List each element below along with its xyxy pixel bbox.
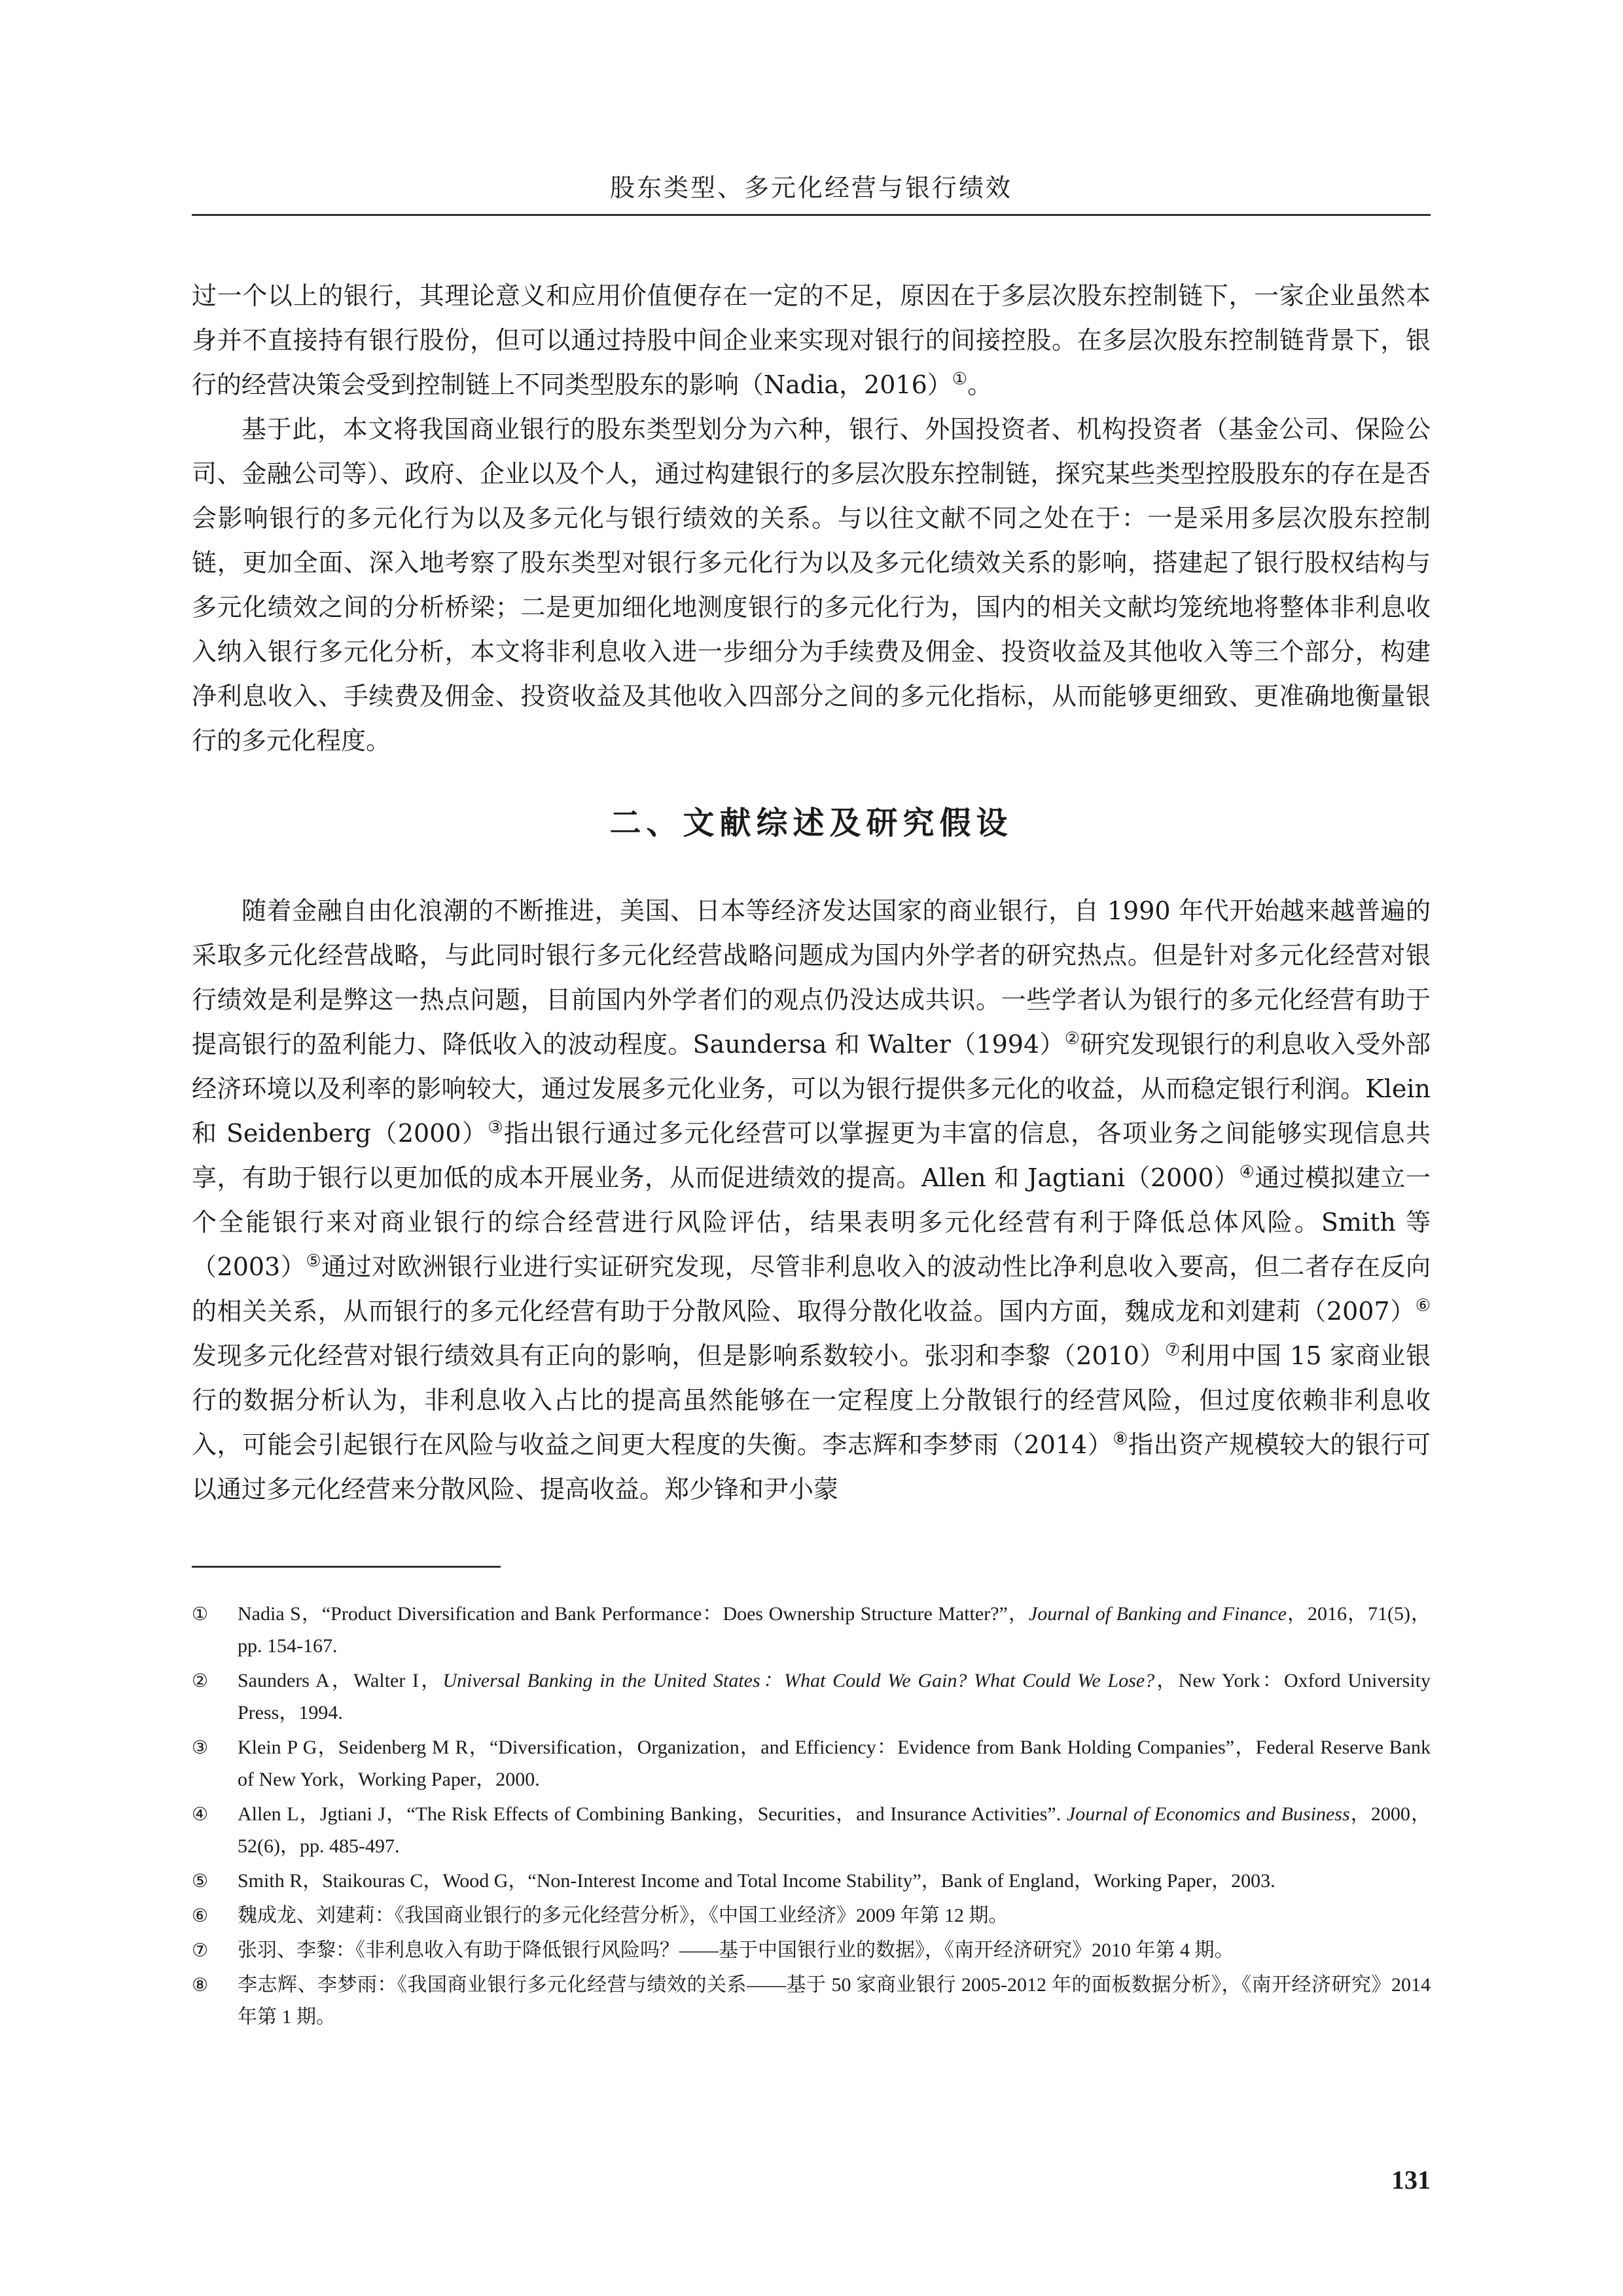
footnote-text-a: Saunders A，Walter I， — [238, 1670, 443, 1691]
footnote-ref-7[interactable]: ⑦ — [1165, 1340, 1181, 1360]
footnote-1 — [192, 1598, 1431, 1662]
paragraph-3-text-d: 通过模拟建立一个全能银行来对商业银行的综合经营进行风险评估，结果表明多元化经营有利于降低总体风险。Smith 等（2003） — [192, 1163, 1431, 1281]
paragraph-3-text-g: 利用中国 15 家商业银行的数据分析认为，非利息收入占比的提高虽然能够在一定程度上分散银行的经营风险，但过度依赖非利息收入，可能会引起银行在风险与收益之间更大程度的失衡。李志辉和李梦雨（2014） — [192, 1341, 1431, 1459]
section-heading: 二、文献综述及研究假设 — [609, 805, 1013, 841]
running-header: 股东类型、多元化经营与银行绩效 — [609, 173, 1012, 202]
page-number: 131 — [1391, 2165, 1431, 2195]
paragraph-1-text: 过一个以上的银行，其理论意义和应用价值便存在一定的不足，原因在于多层次股东控制链下，一家企业虽然本身并不直接持有银行股份，但可以通过持股中间企业来实现对银行的间接控股。在多层次股东控制链背景下，银行的经营决策会受到控制链上不同类型股东的影响（Nadia，2016） — [192, 281, 1431, 399]
paragraph-3-text-b: 研究发现银行的利息收入受外部经济环境以及利率的影响较大，通过发展多元化业务，可以为银行提供多元化的收益，从而稳定银行利润。Klein 和 Seidenberg（2000） — [192, 1030, 1431, 1148]
footnote-ref-1[interactable]: ① — [952, 369, 968, 389]
footnote-text-b: ，New York：Oxford University Press，1994. — [238, 1670, 1431, 1723]
paragraph-2: 基于此，本文将我国商业银行的股东类型划分为六种，银行、外国投资者、机构投资者（基金公司、保险公司、金融公司等）、政府、企业以及个人，通过构建银行的多层次股东控制链，探究某些类型控股股东的存在是否会影响银行的多元化行为以及多元化与银行绩效的关系。与以往文献不同之处在于：一是采用多层次股东控制链，更加全面、深入地考察了股东类型对银行多元化行为以及多元化绩效关系的影响，搭建起了银行股权结构与多元化绩效之间的分析桥梁；二是更加细化地测度银行的多元化行为，国内的相关文献均笼统地将整体非利息收入纳入银行多元化分析，本文将非利息收入进一步细分为手续费及佣金、投资收益及其他收入等三个部分，构建净利息收入、手续费及佣金、投资收益及其他收入四部分之间的多元化指标，从而能够更细致、更准确地衡量银行的多元化程度。 — [192, 415, 1431, 755]
footnote-text-a: Allen L，Jgtiani J，“The Risk Effects of Combining Banking，Securities，and Insurance Activities”. — [238, 1803, 1067, 1825]
footnote-6 — [192, 1899, 1431, 1932]
footnote-ref-5[interactable]: ⑤ — [306, 1251, 322, 1271]
footnote-4 — [192, 1798, 1431, 1862]
footnote-ref-2[interactable]: ② — [1064, 1029, 1080, 1049]
footnote-ref-6[interactable]: ⑥ — [1415, 1296, 1431, 1316]
footnote-book-title: Universal Banking in the United States：What Could We Gain? What Could We Lose? — [442, 1670, 1155, 1691]
footnote-journal: Journal of Banking and Finance — [1028, 1603, 1287, 1625]
footnote-text: 张羽、李黎：《非利息收入有助于降低银行风险吗？——基于中国银行业的数据》，《南开经济研究》2010 年第 4 期。 — [238, 1939, 1234, 1961]
footnote-mark: ④ — [192, 1803, 209, 1825]
paragraph-1 — [192, 274, 1431, 407]
footnote-text: 李志辉、李梦雨：《我国商业银行多元化经营与绩效的关系——基于 50 家商业银行 2005-2012 年的面板数据分析》，《南开经济研究》2014 年第 1 期。 — [238, 1974, 1431, 2028]
footnote-7 — [192, 1934, 1431, 1966]
footnote-ref-8[interactable]: ⑧ — [1113, 1429, 1129, 1449]
footnote-text-b: ，2000，52(6)，pp. 485-497. — [238, 1803, 1431, 1857]
footnote-mark: ⑦ — [192, 1939, 209, 1961]
footnotes — [192, 1598, 1431, 2036]
footnote-mark: ① — [192, 1603, 209, 1625]
paragraph-3-text-h: 指出资产规模较大的银行可以通过多元化经营来分散风险、提高收益。郑少锋和尹小蒙 — [192, 1430, 1431, 1504]
footnote-divider — [192, 1566, 501, 1568]
footnote-text-a: Nadia S，“Product Diversification and Bank Performance：Does Ownership Structure Matter?”， — [238, 1603, 1029, 1625]
footnote-mark: ③ — [192, 1737, 209, 1758]
footnote-text — [238, 1798, 1431, 1862]
header-divider — [192, 214, 1431, 216]
paragraph-3-text-a: 随着金融自由化浪潮的不断推进，美国、日本等经济发达国家的商业银行，自 1990 年代开始越来越普遍的采取多元化经营战略，与此同时银行多元化经营战略问题成为国内外学者的研究热点。但是针对多元化经营对银行绩效是利是弊这一热点问题，目前国内外学者们的观点仍没达成共识。一些学者认为银行的多元化经营有助于提高银行的盈利能力、降低收入的波动程度。Saundersa 和 Walter（1994） — [192, 896, 1431, 1059]
footnote-2 — [192, 1665, 1431, 1729]
paragraph-3-text-f: 发现多元化经营对银行绩效具有正向的影响，但是影响系数较小。张羽和李黎（2010） — [192, 1341, 1166, 1370]
paragraph-3-text-e: 通过对欧洲银行业进行实证研究发现，尽管非利息收入的波动性比净利息收入要高，但二者存在反向的相关关系，从而银行的多元化经营有助于分散风险、取得分散化收益。国内方面，魏成龙和刘建莉（2007） — [192, 1252, 1431, 1326]
article-body — [192, 274, 1431, 1511]
footnote-ref-4[interactable]: ④ — [1239, 1162, 1255, 1182]
paragraph-3 — [192, 889, 1431, 1511]
footnote-text: Smith R，Staikouras C，Wood G，“Non-Interest Income and Total Income Stability”，Bank of England，Working Paper，2003. — [238, 1870, 1275, 1892]
footnote-mark: ⑤ — [192, 1870, 209, 1892]
footnote-text — [238, 1665, 1431, 1729]
footnote-mark: ⑧ — [192, 1974, 209, 1996]
footnote-5 — [192, 1865, 1431, 1897]
paragraph-1-end: 。 — [967, 370, 993, 399]
footnote-3 — [192, 1731, 1431, 1795]
footnote-ref-3[interactable]: ③ — [488, 1118, 504, 1138]
footnote-text — [238, 1598, 1431, 1662]
footnote-mark: ⑥ — [192, 1905, 209, 1926]
footnote-text: 魏成龙、刘建莉：《我国商业银行的多元化经营分析》，《中国工业经济》2009 年第 12 期。 — [238, 1905, 1008, 1926]
paragraph-3-text-c: 指出银行通过多元化经营可以掌握更为丰富的信息，各项业务之间能够实现信息共享，有助于银行以更加低的成本开展业务，从而促进绩效的提高。Allen 和 Jagtiani（2000） — [192, 1119, 1431, 1192]
footnote-mark: ② — [192, 1670, 209, 1691]
footnote-text: Klein P G，Seidenberg M R，“Diversification，Organization，and Efficiency：Evidence from Bank Holding Companies”，Federal Reserve Bank of New York，Working Paper，2000. — [238, 1737, 1431, 1790]
footnote-journal: Journal of Economics and Business — [1066, 1803, 1350, 1825]
footnote-8 — [192, 1969, 1431, 2033]
footnote-text-b: ，2016，71(5)，pp. 154-167. — [238, 1603, 1431, 1657]
